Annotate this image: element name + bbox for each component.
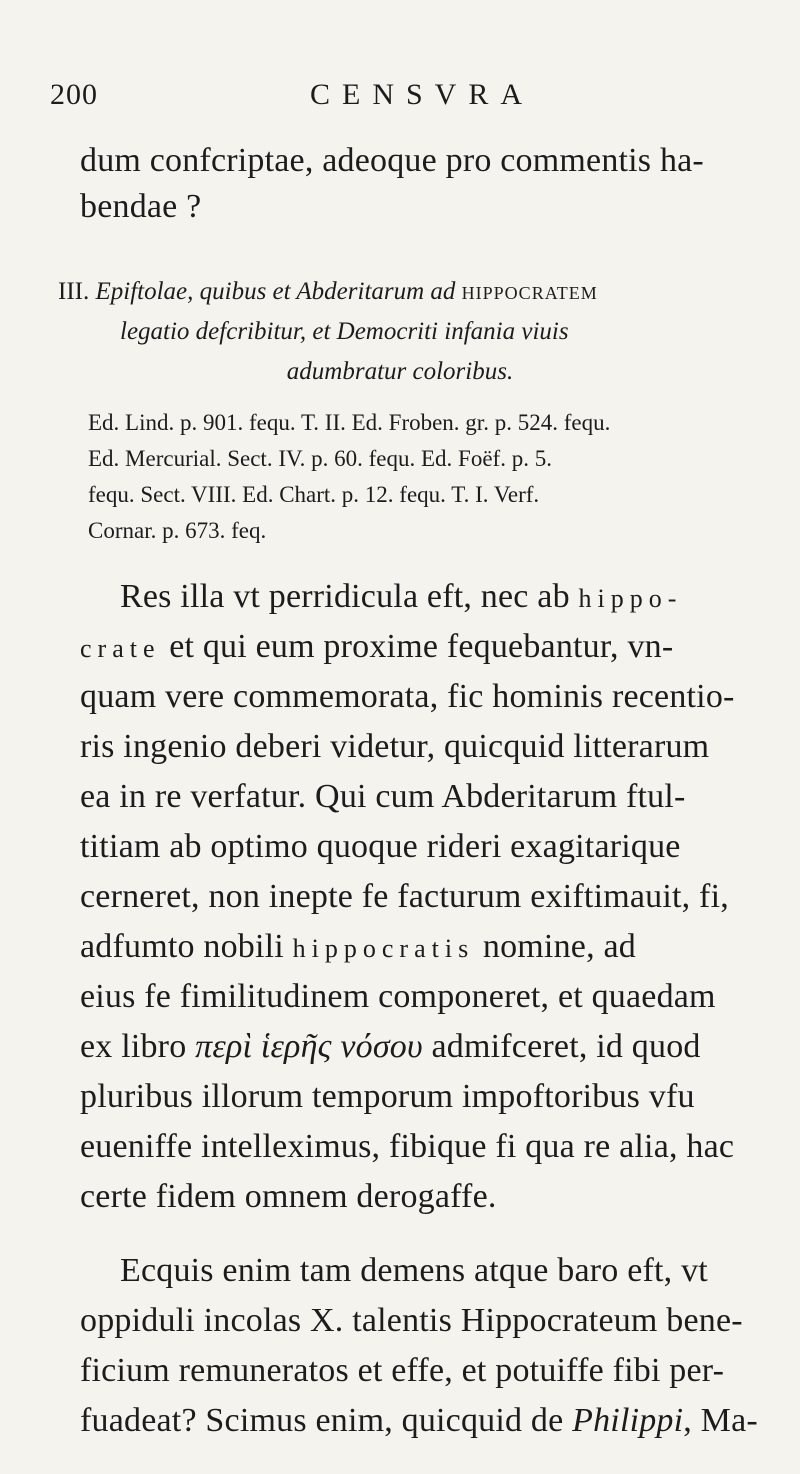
body-line: cerneret, non inepte fe facturum exiftimauit, fi,: [80, 878, 729, 915]
section-heading-text: Epiftolae, quibus et Abderitarum ad: [95, 278, 456, 305]
body-line: quam vere commemorata, fic hominis recentio-: [80, 678, 735, 715]
section-heading: [58, 278, 598, 306]
edition-line: Ed. Lind. p. 901. fequ. T. II. Ed. Froben. gr. p. 524. fequ.: [88, 410, 611, 435]
section-heading-name: hippocratem: [461, 278, 598, 305]
small-caps-name: hippo-: [578, 584, 683, 613]
section-heading-line: legatio defcribitur, et Democriti infania viuis: [120, 318, 569, 345]
body-line: ea in re verfatur. Qui cum Abderitarum ftul-: [80, 778, 686, 815]
greek-phrase: περὶ ἱερῆς νόσου: [195, 1028, 423, 1065]
body-line: bendae ?: [80, 188, 202, 225]
body-line: eius fe fimilitudinem componeret, et quaedam: [80, 978, 716, 1015]
body-line: crate et qui eum proxime fequebantur, vn-: [80, 628, 674, 665]
small-caps-name: crate: [80, 634, 161, 663]
section-heading-line: adumbratur coloribus.: [286, 358, 514, 385]
page-header: [50, 78, 710, 128]
body-line: ex libro περὶ ἱερῆς νόσου admifceret, id quod: [80, 1028, 701, 1065]
body-line: dum confcriptae, adeoque pro commentis ha-: [80, 142, 704, 179]
body-line: Res illa vt perridicula eft, nec ab hippo-: [120, 578, 683, 615]
body-line: ris ingenio deberi videtur, quicquid litterarum: [80, 728, 710, 765]
edition-line: fequ. Sect. VIII. Ed. Chart. p. 12. fequ. T. I. Verf.: [88, 482, 540, 507]
body-line: Ecquis enim tam demens atque baro eft, vt: [120, 1252, 708, 1289]
section-number: III.: [58, 278, 90, 305]
edition-line: Ed. Mercurial. Sect. IV. p. 60. fequ. Ed. Foëf. p. 5.: [88, 446, 552, 471]
body-line: eueniffe intelleximus, fibique fi qua re alia, hac: [80, 1128, 735, 1165]
body-line: ficium remuneratos et effe, et potuiffe fibi per-: [80, 1352, 725, 1389]
body-line: titiam ab optimo quoque rideri exagitarique: [80, 828, 681, 865]
body-line: pluribus illorum temporum impoftoribus vfu: [80, 1078, 695, 1115]
body-line: certe fidem omnem derogaffe.: [80, 1178, 497, 1215]
body-line: adfumto nobili hippocratis nomine, ad: [80, 928, 636, 965]
small-caps-name: hippocratis: [292, 934, 475, 963]
body-line: fuadeat? Scimus enim, quicquid de Philippi, Ma-: [80, 1402, 758, 1439]
running-title: CENSVRA: [310, 78, 535, 111]
body-line: oppiduli incolas X. talentis Hippocrateum bene-: [80, 1302, 743, 1339]
edition-line: Cornar. p. 673. feq.: [88, 518, 267, 543]
italic-name: Philippi: [572, 1402, 684, 1439]
page-number: 200: [50, 78, 98, 111]
